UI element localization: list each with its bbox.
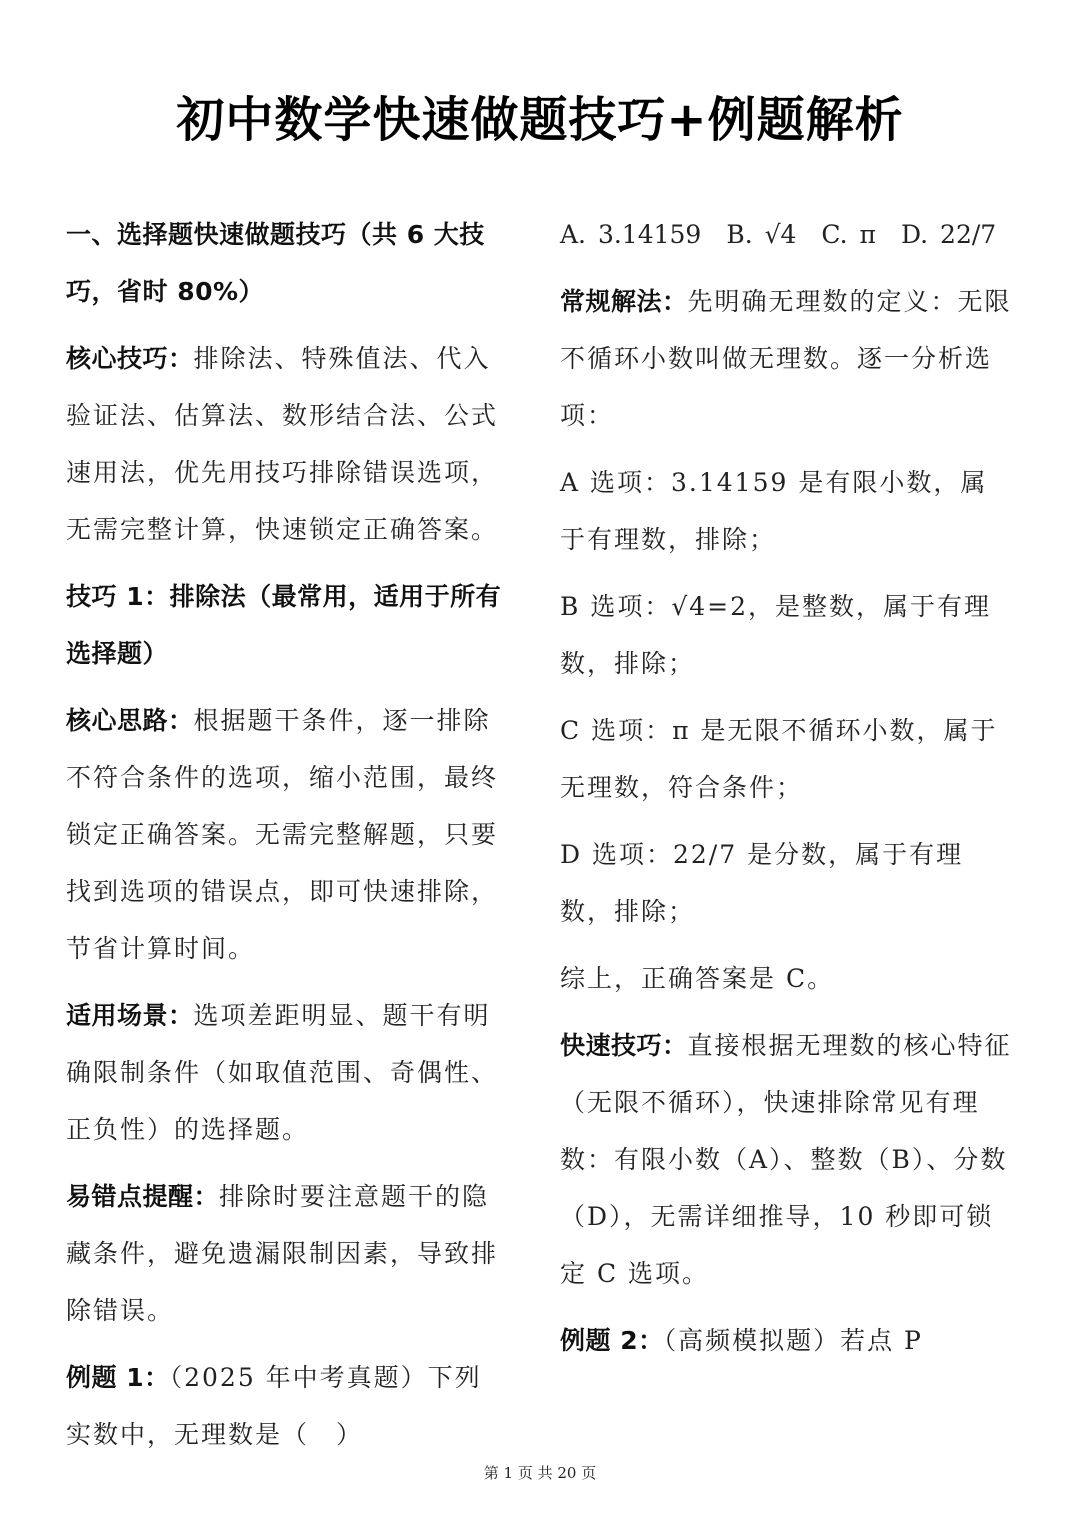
regular-solution-text: 先明确无理数的定义：无限不循环小数叫做无理数。逐一分析选项： (560, 287, 1012, 430)
pitfall-paragraph (66, 1168, 506, 1339)
section-heading: 一、选择题快速做题技巧（共 6 大技巧，省时 80%） (66, 220, 485, 306)
option-b-analysis: B 选项：√4=2，是整数，属于有理数，排除； (560, 592, 992, 678)
scenario-label: 适用场景： (66, 1001, 194, 1030)
example2-label: 例题 2： (560, 1326, 664, 1355)
option-d-analysis: D 选项：22/7 是分数，属于有理数，排除； (560, 840, 964, 926)
fast-skill-text: 直接根据无理数的核心特征（无限不循环），快速排除常见有理数：有限小数（A）、整数（B）、分数（D），无需详细推导，10 秒即可锁定 C 选项。 (560, 1031, 1012, 1288)
scenario-text: 选项差距明显、题干有明确限制条件（如取值范围、奇偶性、正负性）的选择题。 (66, 1001, 499, 1144)
left-column (66, 206, 506, 1473)
example1-text: （2025 年中考真题）下列实数中，无理数是（ ） (66, 1363, 482, 1449)
page-number: 第 1 页 共 20 页 (483, 1464, 597, 1482)
regular-solution-paragraph (560, 273, 1012, 444)
example2-paragraph (560, 1312, 1012, 1369)
option-c-analysis: C 选项：π 是无限不循环小数，属于无理数，符合条件； (560, 716, 998, 802)
core-idea-text: 根据题干条件，逐一排除不符合条件的选项，缩小范围，最终锁定正确答案。无需完整解题，只要找到选项的错误点，即可快速排除，节省计算时间。 (66, 706, 499, 963)
core-skills-paragraph (66, 330, 506, 558)
right-column (560, 206, 1012, 1379)
conclusion: 综上，正确答案是 C。 (560, 964, 835, 993)
fast-skill-paragraph (560, 1017, 1012, 1302)
example2-text: （高频模拟题）若点 P (663, 1326, 923, 1355)
core-skills-text: 排除法、特殊值法、代入验证法、估算法、数形结合法、公式速用法，优先用技巧排除错误选项，无需完整计算，快速锁定正确答案。 (66, 344, 499, 544)
pitfall-label: 易错点提醒： (66, 1182, 220, 1211)
skill1-heading: 技巧 1：排除法（最常用，适用于所有选择题） (66, 582, 502, 668)
scenario-paragraph (66, 987, 506, 1158)
fast-skill-label: 快速技巧： (560, 1031, 688, 1060)
pitfall-text: 排除时要注意题干的隐藏条件，避免遗漏限制因素，导致排除错误。 (66, 1182, 499, 1325)
example1-options: A. 3.14159 B. √4 C. π D. 22/7 (560, 220, 997, 249)
core-skills-label: 核心技巧： (66, 344, 194, 373)
option-a-analysis: A 选项：3.14159 是有限小数，属于有理数，排除； (560, 468, 988, 554)
example1-label: 例题 1： (66, 1363, 170, 1392)
page-title: 初中数学快速做题技巧+例题解析 (176, 92, 904, 148)
core-idea-paragraph (66, 692, 506, 977)
regular-solution-label: 常规解法： (560, 287, 688, 316)
core-idea-label: 核心思路： (66, 706, 194, 735)
example1-paragraph (66, 1349, 506, 1463)
